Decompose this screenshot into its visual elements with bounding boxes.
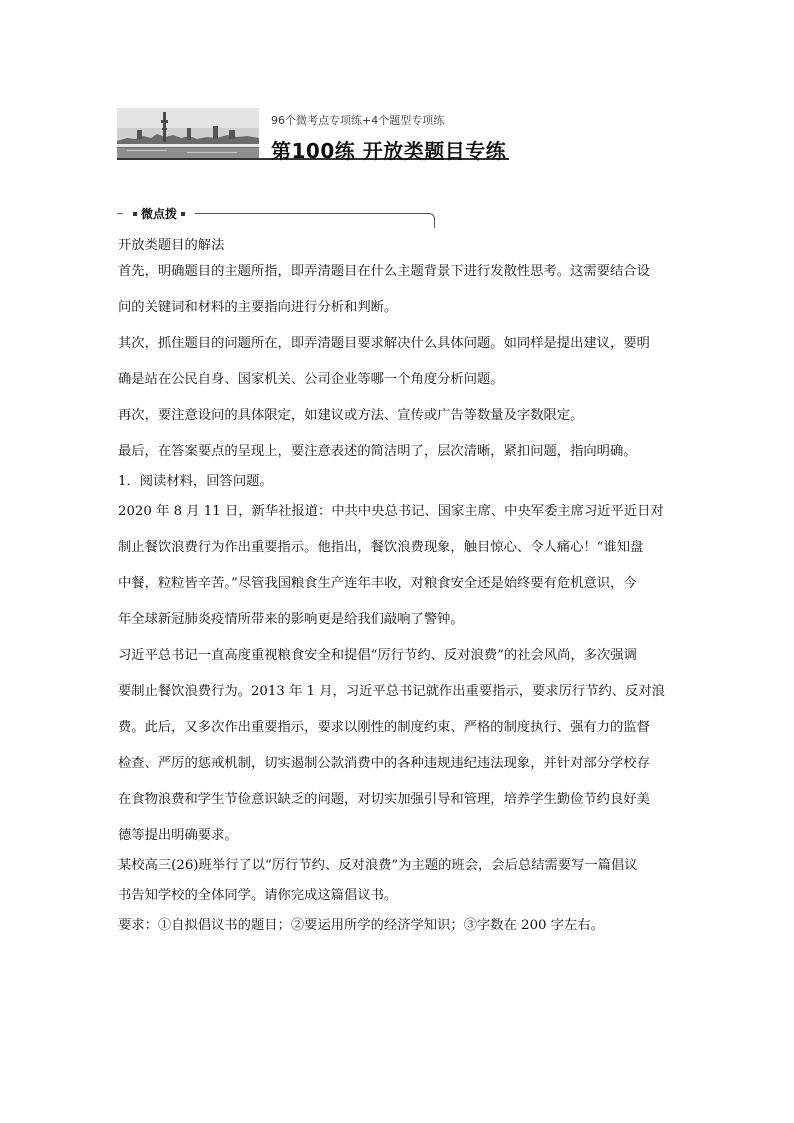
material-line: 制止餐饮浪费行为作出重要指示。他指出，餐饮浪费现象，触目惊心、令人痛心！“谁知盘 (118, 540, 644, 555)
header-skyline-image (117, 108, 259, 158)
main-content (118, 236, 678, 946)
method-line: 确是站在公民自身、国家机关、公司企业等哪一个角度分析问题。 (118, 372, 504, 387)
material-line: 年全球新冠肺炎疫情所带来的影响更是给我们敲响了警钟。 (118, 612, 464, 627)
tip-label (123, 205, 195, 222)
question-stem: 1．阅读材料，回答问题。 (118, 474, 273, 489)
square-bullet-icon (181, 212, 185, 216)
material-line: 习近平总书记一直高度重视粮食安全和提倡“厉行节约、反对浪费”的社会风尚，多次强调 (118, 648, 637, 663)
task-line: 某校高三(26)班举行了以“厉行节约、反对浪费”为主题的班会，会后总结需要写一篇倡议 (118, 858, 638, 873)
requirement-line: 要求：①自拟倡议书的题目；②要运用所学的经济学知识；③字数在 200 字左右。 (118, 918, 604, 933)
method-line: 首先，明确题目的主题所指，即弄清题目在什么主题背景下进行发散性思考。这需要结合设 (118, 264, 650, 279)
material-line: 2020 年 8 月 11 日，新华社报道：中共中央总书记、国家主席、中央军委主席习近平近日对 (118, 504, 664, 519)
page-title: 第100练 开放类题目专练 (271, 139, 507, 163)
material-line: 在食物浪费和学生节俭意识缺乏的问题，对切实加强引导和管理，培养学生勤俭节约良好美 (118, 792, 650, 807)
method-line: 问的关键词和材料的主要指向进行分析和判断。 (118, 300, 398, 315)
material-line: 费。此后，又多次作出重要指示，要求以刚性的制度约束、严格的制度执行、强有力的监督 (118, 720, 650, 735)
square-bullet-icon (133, 212, 137, 216)
skyline-picture (117, 108, 259, 158)
material-line: 中餐，粒粒皆辛苦。”尽管我国粮食生产连年丰收，对粮食安全还是始终要有危机意识，今 (118, 576, 637, 591)
task-line: 书告知学校的全体同学。请你完成这篇倡议书。 (118, 888, 398, 903)
method-line: 其次，抓住题目的问题所在，即弄清题目要求解决什么具体问题。如同样是提出建议，要明 (118, 336, 650, 351)
material-line: 要制止餐饮浪费行为。2013 年 1 月，习近平总书记就作出重要指示，要求厉行节约、反对浪 (118, 684, 665, 699)
method-line: 最后，在答案要点的呈现上，要注意表述的简洁明了，层次清晰，紧扣问题，指向明确。 (118, 444, 637, 459)
method-line: 再次，要注意设问的具体限定，如建议或方法、宣传或广告等数量及字数限定。 (118, 408, 584, 423)
tip-label-text: 微点拨 (141, 207, 178, 221)
material-line: 德等提出明确要求。 (118, 828, 238, 843)
series-subtitle: 96个微考点专项练+4个题型专项练 (271, 114, 445, 127)
method-heading: 开放类题目的解法 (118, 238, 225, 253)
material-line: 检查、严厉的惩戒机制，切实遏制公款消费中的各种违规违纪违法现象，并针对部分学校存 (118, 756, 650, 771)
